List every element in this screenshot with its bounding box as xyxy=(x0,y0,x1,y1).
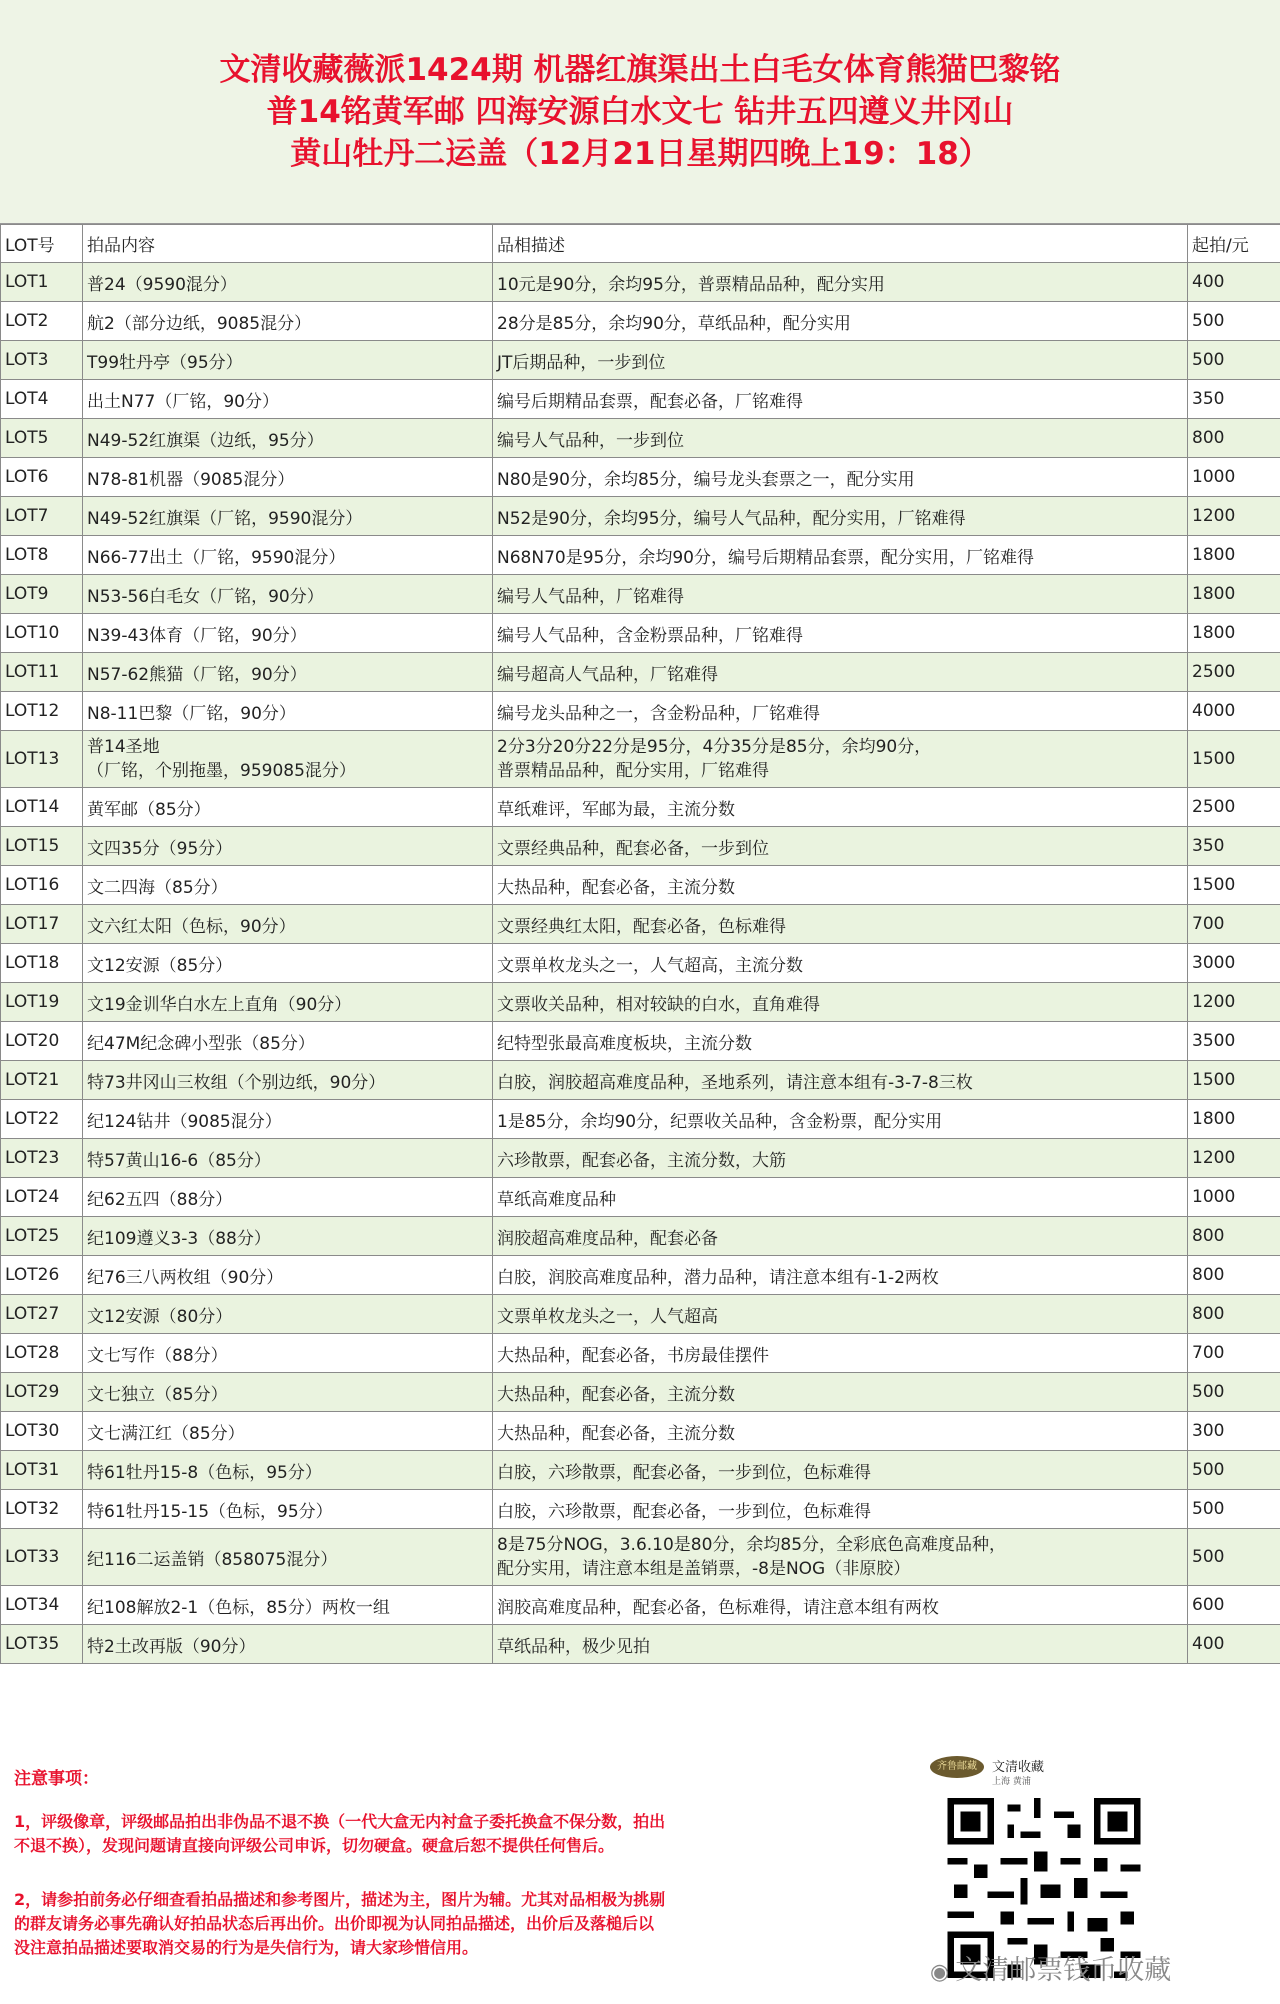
brand-logo: 齐鲁邮藏 xyxy=(930,1756,984,1778)
lot-item: N8-11巴黎（厂铭，90分） xyxy=(83,692,493,731)
watermark-text: 文清邮票钱币收藏 xyxy=(955,1955,1172,1986)
lot-description-line-1: 2分3分20分22分是95分，4分35分是85分，余均90分， xyxy=(497,737,932,757)
lot-start-price: 500 xyxy=(1188,1529,1280,1586)
watermark xyxy=(930,1948,1171,1987)
lot-number: LOT1 xyxy=(1,263,83,302)
table-row xyxy=(1,497,1280,536)
col-header-item: 拍品内容 xyxy=(83,225,493,263)
brand-name: 文清收藏 xyxy=(992,1760,1045,1775)
lot-item: 纪124钻井（9085混分） xyxy=(83,1100,493,1139)
lot-description: 草纸品种，极少见拍 xyxy=(493,1625,1188,1664)
note-2-line-2: 的群友请务必事先确认好拍品状态后再出价。出价即视为认同拍品描述，出价后及落槌后以 xyxy=(14,1914,655,1933)
table-row xyxy=(1,1061,1280,1100)
lot-number: LOT12 xyxy=(1,692,83,731)
lot-item-line-2: （厂铭，个别拖墨，959085混分） xyxy=(87,761,356,781)
lot-description: 文票单枚龙头之一，人气超高，主流分数 xyxy=(493,944,1188,983)
lot-number: LOT23 xyxy=(1,1139,83,1178)
table-row xyxy=(1,1022,1280,1061)
lot-item: 文二四海（85分） xyxy=(83,866,493,905)
lot-table xyxy=(0,224,1280,1664)
lot-number: LOT26 xyxy=(1,1256,83,1295)
lot-item: 文四35分（95分） xyxy=(83,827,493,866)
note-1 xyxy=(14,1810,814,1858)
table-row xyxy=(1,1139,1280,1178)
table-row xyxy=(1,536,1280,575)
notes-heading: 注意事项： xyxy=(14,1769,99,1789)
table-row xyxy=(1,1373,1280,1412)
table-row xyxy=(1,1586,1280,1625)
lot-start-price: 800 xyxy=(1188,1256,1280,1295)
lot-start-price: 350 xyxy=(1188,827,1280,866)
lot-description-line-1: 8是75分NOG，3.6.10是80分，余均85分，全彩底色高难度品种， xyxy=(497,1535,1007,1555)
lot-start-price: 400 xyxy=(1188,1625,1280,1664)
lot-number: LOT8 xyxy=(1,536,83,575)
table-row xyxy=(1,983,1280,1022)
lot-start-price: 300 xyxy=(1188,1412,1280,1451)
lot-number: LOT5 xyxy=(1,419,83,458)
table-row xyxy=(1,1529,1280,1586)
lot-number: LOT27 xyxy=(1,1295,83,1334)
lot-start-price: 1800 xyxy=(1188,1100,1280,1139)
table-row xyxy=(1,302,1280,341)
lot-description: 大热品种，配套必备，主流分数 xyxy=(493,1373,1188,1412)
lot-start-price: 800 xyxy=(1188,1217,1280,1256)
lot-description: N68N70是95分，余均90分，编号后期精品套票，配分实用，厂铭难得 xyxy=(493,536,1188,575)
lot-item: 纪47M纪念碑小型张（85分） xyxy=(83,1022,493,1061)
col-header-price: 起拍/元 xyxy=(1188,225,1280,263)
lot-item: 文七写作（88分） xyxy=(83,1334,493,1373)
lot-item: 纪116二运盖销（858075混分） xyxy=(83,1529,493,1586)
lot-item: 文六红太阳（色标，90分） xyxy=(83,905,493,944)
brand-sub: 上海 黄浦 xyxy=(992,1777,1031,1787)
table-row xyxy=(1,866,1280,905)
lot-item: 文12安源（80分） xyxy=(83,1295,493,1334)
lot-item: 纪62五四（88分） xyxy=(83,1178,493,1217)
lot-number: LOT6 xyxy=(1,458,83,497)
note-2-line-3: 没注意拍品描述要取消交易的行为是失信行为，请大家珍惜信用。 xyxy=(14,1938,479,1957)
lot-description: 大热品种，配套必备，书房最佳摆件 xyxy=(493,1334,1188,1373)
lot-description-line-2: 普票精品品种，配分实用，厂铭难得 xyxy=(497,761,769,781)
title-line-1: 文清收藏薇派1424期 机器红旗渠出土白毛女体育熊猫巴黎铭 xyxy=(219,51,1061,88)
lot-description xyxy=(493,1529,1188,1586)
lot-item: N49-52红旗渠（边纸，95分） xyxy=(83,419,493,458)
table-row xyxy=(1,1295,1280,1334)
table-row xyxy=(1,419,1280,458)
lot-description: 草纸难评，军邮为最，主流分数 xyxy=(493,788,1188,827)
lot-item: 文19金训华白水左上直角（90分） xyxy=(83,983,493,1022)
table-row xyxy=(1,905,1280,944)
table-row xyxy=(1,788,1280,827)
lot-description: 28分是85分，余均90分，草纸品种，配分实用 xyxy=(493,302,1188,341)
lot-item: N78-81机器（9085混分） xyxy=(83,458,493,497)
table-row xyxy=(1,263,1280,302)
lot-description: 白胶，润胶超高难度品种，圣地系列，请注意本组有-3-7-8三枚 xyxy=(493,1061,1188,1100)
table-row xyxy=(1,1178,1280,1217)
lot-description: 大热品种，配套必备，主流分数 xyxy=(493,1412,1188,1451)
lot-item: 文七满江红（85分） xyxy=(83,1412,493,1451)
note-1-line-2: 不退不换），发现问题请直接向评级公司申诉，切勿硬盒。硬盒后恕不提供任何售后。 xyxy=(14,1836,615,1855)
lot-item: 特57黄山16-6（85分） xyxy=(83,1139,493,1178)
title-line-3: 黄山牡丹二运盖（12月21日星期四晚上19：18） xyxy=(290,135,990,172)
lot-start-price: 500 xyxy=(1188,341,1280,380)
lot-description: 白胶，六珍散票，配套必备，一步到位，色标难得 xyxy=(493,1451,1188,1490)
lot-number: LOT31 xyxy=(1,1451,83,1490)
lot-number: LOT3 xyxy=(1,341,83,380)
lot-description: 1是85分，余均90分，纪票收关品种，含金粉票，配分实用 xyxy=(493,1100,1188,1139)
lot-number: LOT20 xyxy=(1,1022,83,1061)
lot-start-price: 350 xyxy=(1188,380,1280,419)
lot-description: 大热品种，配套必备，主流分数 xyxy=(493,866,1188,905)
note-2-line-1: 2，请参拍前务必仔细查看拍品描述和参考图片，描述为主，图片为辅。尤其对品相极为挑剔 xyxy=(14,1890,666,1909)
lot-number: LOT7 xyxy=(1,497,83,536)
lot-number: LOT22 xyxy=(1,1100,83,1139)
wechat-icon: ◉ xyxy=(930,1960,950,1985)
lot-start-price: 3000 xyxy=(1188,944,1280,983)
lot-item: 文七独立（85分） xyxy=(83,1373,493,1412)
lot-number: LOT17 xyxy=(1,905,83,944)
lot-item-line-1: 普14圣地 xyxy=(87,737,160,757)
lot-item: T99牡丹亭（95分） xyxy=(83,341,493,380)
lot-item: 特2土改再版（90分） xyxy=(83,1625,493,1664)
table-row xyxy=(1,653,1280,692)
table-row xyxy=(1,944,1280,983)
lot-item: N39-43体育（厂铭，90分） xyxy=(83,614,493,653)
lot-number: LOT21 xyxy=(1,1061,83,1100)
note-2 xyxy=(14,1888,814,1960)
lot-number: LOT24 xyxy=(1,1178,83,1217)
lot-start-price: 1200 xyxy=(1188,983,1280,1022)
table-row xyxy=(1,380,1280,419)
note-1-line-1: 1，评级像章，评级邮品拍出非伪品不退不换（一代大盒无内衬盒子委托换盒不保分数，拍出 xyxy=(14,1812,666,1831)
lot-item: N57-62熊猫（厂铭，90分） xyxy=(83,653,493,692)
table-row xyxy=(1,692,1280,731)
lot-description: N80是90分，余均85分，编号龙头套票之一，配分实用 xyxy=(493,458,1188,497)
lot-number: LOT10 xyxy=(1,614,83,653)
lot-start-price: 700 xyxy=(1188,905,1280,944)
lot-item: N66-77出土（厂铭，9590混分） xyxy=(83,536,493,575)
lot-item: 特73井冈山三枚组（个别边纸，90分） xyxy=(83,1061,493,1100)
lot-number: LOT33 xyxy=(1,1529,83,1586)
lot-item: 特61牡丹15-15（色标，95分） xyxy=(83,1490,493,1529)
lot-item: N53-56白毛女（厂铭，90分） xyxy=(83,575,493,614)
lot-item: 普24（9590混分） xyxy=(83,263,493,302)
lot-number: LOT2 xyxy=(1,302,83,341)
table-row xyxy=(1,1256,1280,1295)
lot-number: LOT28 xyxy=(1,1334,83,1373)
lot-start-price: 500 xyxy=(1188,1373,1280,1412)
lot-description: 草纸高难度品种 xyxy=(493,1178,1188,1217)
lot-start-price: 2500 xyxy=(1188,788,1280,827)
table-row xyxy=(1,1490,1280,1529)
lot-number: LOT15 xyxy=(1,827,83,866)
lot-description: 文票收关品种，相对较缺的白水，直角难得 xyxy=(493,983,1188,1022)
col-header-lot: LOT号 xyxy=(1,225,83,263)
lot-description: 编号人气品种，含金粉票品种，厂铭难得 xyxy=(493,614,1188,653)
table-row xyxy=(1,1451,1280,1490)
lot-start-price: 1800 xyxy=(1188,614,1280,653)
table-row xyxy=(1,575,1280,614)
lot-number: LOT4 xyxy=(1,380,83,419)
lot-start-price: 500 xyxy=(1188,1490,1280,1529)
lot-item: 特61牡丹15-8（色标，95分） xyxy=(83,1451,493,1490)
lot-number: LOT35 xyxy=(1,1625,83,1664)
lot-description: 白胶，六珍散票，配套必备，一步到位，色标难得 xyxy=(493,1490,1188,1529)
table-row xyxy=(1,1100,1280,1139)
lot-start-price: 1200 xyxy=(1188,497,1280,536)
lot-item: 纪109遵义3-3（88分） xyxy=(83,1217,493,1256)
lot-start-price: 600 xyxy=(1188,1586,1280,1625)
lot-number: LOT19 xyxy=(1,983,83,1022)
lot-number: LOT25 xyxy=(1,1217,83,1256)
lot-description: 文票单枚龙头之一，人气超高 xyxy=(493,1295,1188,1334)
lot-start-price: 3500 xyxy=(1188,1022,1280,1061)
title-banner xyxy=(0,0,1280,224)
lot-description: 文票经典红太阳，配套必备，色标难得 xyxy=(493,905,1188,944)
lot-description: N52是90分，余均95分，编号人气品种，配分实用，厂铭难得 xyxy=(493,497,1188,536)
lot-description: 六珍散票，配套必备，主流分数，大筋 xyxy=(493,1139,1188,1178)
lot-item: 航2（部分边纸，9085混分） xyxy=(83,302,493,341)
lot-start-price: 1000 xyxy=(1188,458,1280,497)
lot-start-price: 1800 xyxy=(1188,575,1280,614)
lot-description: 编号龙头品种之一，含金粉品种，厂铭难得 xyxy=(493,692,1188,731)
table-row xyxy=(1,827,1280,866)
notes-section xyxy=(0,1720,1280,2004)
lot-number: LOT29 xyxy=(1,1373,83,1412)
table-header-row xyxy=(1,225,1280,263)
lot-description-line-2: 配分实用，请注意本组是盖销票，-8是NOG（非原胶） xyxy=(497,1559,911,1579)
table-row xyxy=(1,614,1280,653)
lot-start-price: 500 xyxy=(1188,1451,1280,1490)
lot-number: LOT9 xyxy=(1,575,83,614)
lot-number: LOT30 xyxy=(1,1412,83,1451)
col-header-desc: 品相描述 xyxy=(493,225,1188,263)
lot-start-price: 700 xyxy=(1188,1334,1280,1373)
lot-description: 润胶超高难度品种，配套必备 xyxy=(493,1217,1188,1256)
lot-description: 10元是90分，余均95分，普票精品品种，配分实用 xyxy=(493,263,1188,302)
lot-item xyxy=(83,731,493,788)
table-row xyxy=(1,1625,1280,1664)
lot-start-price: 800 xyxy=(1188,419,1280,458)
table-row xyxy=(1,341,1280,380)
lot-start-price: 1500 xyxy=(1188,866,1280,905)
lot-start-price: 1200 xyxy=(1188,1139,1280,1178)
lot-description: 纪特型张最高难度板块，主流分数 xyxy=(493,1022,1188,1061)
lot-description: 文票经典品种，配套必备，一步到位 xyxy=(493,827,1188,866)
table-row xyxy=(1,458,1280,497)
lot-description: 编号人气品种，厂铭难得 xyxy=(493,575,1188,614)
lot-start-price: 800 xyxy=(1188,1295,1280,1334)
lot-description: 编号人气品种，一步到位 xyxy=(493,419,1188,458)
title-line-2: 普14铭黄军邮 四海安源白水文七 钻井五四遵义井冈山 xyxy=(266,93,1014,130)
table-row xyxy=(1,1334,1280,1373)
lot-item: 纪76三八两枚组（90分） xyxy=(83,1256,493,1295)
lot-number: LOT14 xyxy=(1,788,83,827)
lot-start-price: 2500 xyxy=(1188,653,1280,692)
lot-start-price: 1500 xyxy=(1188,731,1280,788)
lot-description: 润胶高难度品种，配套必备，色标难得，请注意本组有两枚 xyxy=(493,1586,1188,1625)
lot-item: N49-52红旗渠（厂铭，9590混分） xyxy=(83,497,493,536)
lot-start-price: 500 xyxy=(1188,302,1280,341)
lot-number: LOT11 xyxy=(1,653,83,692)
lot-item: 文12安源（85分） xyxy=(83,944,493,983)
lot-item: 纪108解放2-1（色标，85分）两枚一组 xyxy=(83,1586,493,1625)
table-row xyxy=(1,731,1280,788)
lot-description: 白胶，润胶高难度品种，潜力品种，请注意本组有-1-2两枚 xyxy=(493,1256,1188,1295)
lot-description: JT后期品种，一步到位 xyxy=(493,341,1188,380)
lot-start-price: 1800 xyxy=(1188,536,1280,575)
lot-number: LOT18 xyxy=(1,944,83,983)
lot-number: LOT32 xyxy=(1,1490,83,1529)
lot-number: LOT34 xyxy=(1,1586,83,1625)
lot-start-price: 4000 xyxy=(1188,692,1280,731)
lot-start-price: 1500 xyxy=(1188,1061,1280,1100)
lot-item: 出土N77（厂铭，90分） xyxy=(83,380,493,419)
lot-number: LOT16 xyxy=(1,866,83,905)
lot-number: LOT13 xyxy=(1,731,83,788)
table-row xyxy=(1,1217,1280,1256)
lot-description: 编号后期精品套票，配套必备，厂铭难得 xyxy=(493,380,1188,419)
table-row xyxy=(1,1412,1280,1451)
lot-item: 黄军邮（85分） xyxy=(83,788,493,827)
lot-start-price: 400 xyxy=(1188,263,1280,302)
lot-description xyxy=(493,731,1188,788)
lot-description: 编号超高人气品种，厂铭难得 xyxy=(493,653,1188,692)
lot-start-price: 1000 xyxy=(1188,1178,1280,1217)
